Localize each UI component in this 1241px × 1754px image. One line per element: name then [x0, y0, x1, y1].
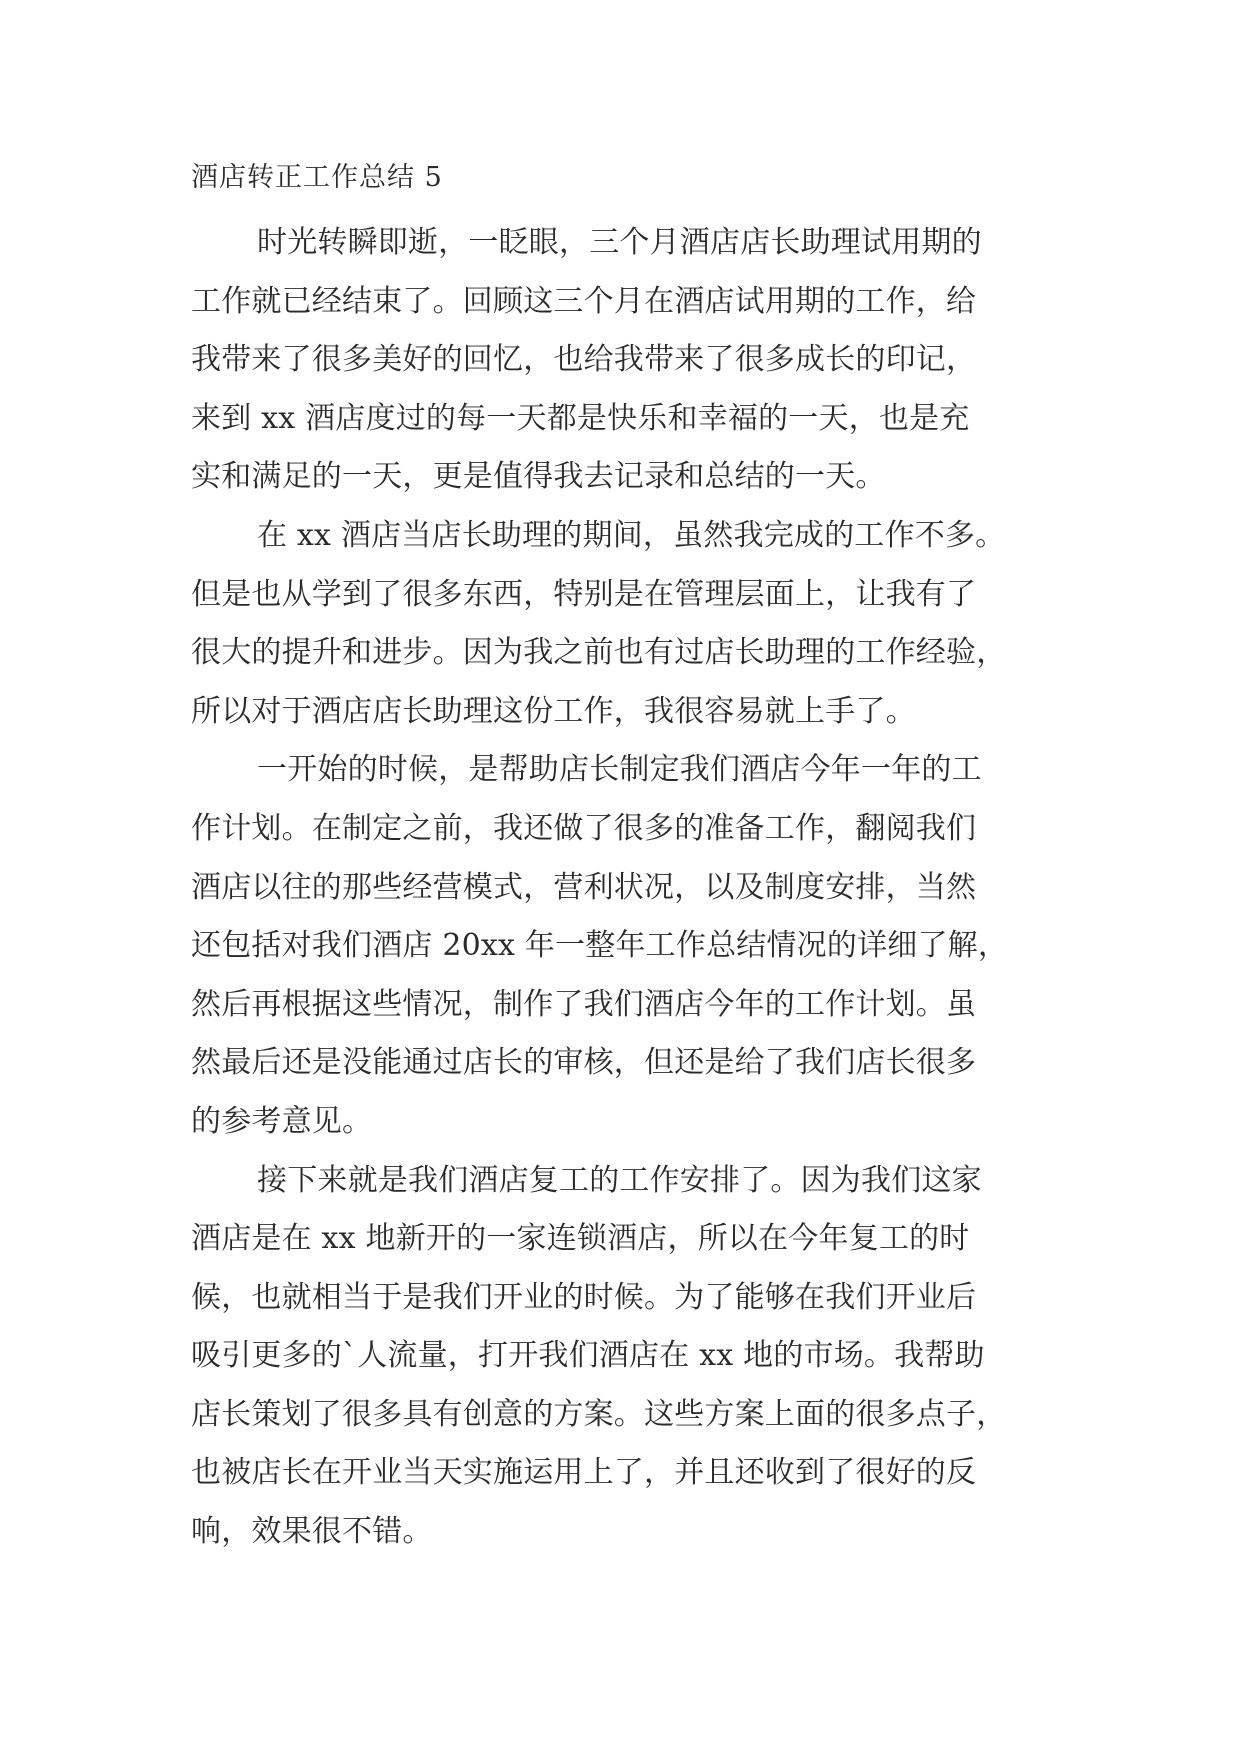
text-line: 然后再根据这些情况，制作了我们酒店今年的工作计划。虽	[191, 986, 977, 1022]
document-body	[191, 160, 1051, 1562]
text-line: 一开始的时候，是帮助店长制定我们酒店今年一年的工	[257, 752, 982, 788]
paragraph-3	[191, 741, 1051, 1151]
text-line: 店长策划了很多具有创意的方案。这些方案上面的很多点子，	[191, 1396, 1007, 1432]
text-line: 实和满足的一天，更是值得我去记录和总结的一天。	[191, 459, 886, 495]
text-line: 所以对于酒店店长助理这份工作，我很容易就上手了。	[191, 693, 916, 729]
text-line: 工作就已经结束了。回顾这三个月在酒店试用期的工作，给	[191, 283, 977, 319]
paragraph-2	[191, 507, 1051, 741]
text-line: 但是也从学到了很多东西，特别是在管理层面上，让我有了	[191, 576, 977, 612]
text-line: 也被店长在开业当天实施运用上了，并且还收到了很好的反	[191, 1455, 977, 1491]
text-line: 很大的提升和进步。因为我之前也有过店长助理的工作经验，	[191, 635, 1007, 671]
text-line: 酒店是在 xx 地新开的一家连锁酒店，所以在今年复工的时	[191, 1221, 970, 1257]
text-line: 接下来就是我们酒店复工的工作安排了。因为我们这家	[257, 1162, 982, 1198]
paragraph-1	[191, 214, 1051, 507]
text-line: 来到 xx 酒店度过的每一天都是快乐和幸福的一天，也是充	[191, 400, 970, 436]
text-line: 候，也就相当于是我们开业的时候。为了能够在我们开业后	[191, 1279, 977, 1315]
text-line: 时光转瞬即逝，一眨眼，三个月酒店店长助理试用期的	[257, 225, 982, 260]
paragraph-4	[191, 1152, 1051, 1562]
text-line: 的参考意见。	[191, 1103, 373, 1139]
text-line: 酒店以往的那些经营模式，营利状况，以及制度安排，当然	[191, 869, 977, 905]
text-line: 作计划。在制定之前，我还做了很多的准备工作，翻阅我们	[191, 810, 977, 846]
text-line: 然最后还是没能通过店长的审核，但还是给了我们店长很多	[191, 1045, 977, 1081]
text-line: 吸引更多的`人流量，打开我们酒店在 xx 地的市场。我帮助	[191, 1338, 985, 1374]
text-line: 我带来了很多美好的回忆，也给我带来了很多成长的印记，	[191, 342, 977, 378]
text-line: 在 xx 酒店当店长助理的期间，虽然我完成的工作不多。	[257, 517, 1006, 553]
text-line: 响，效果很不错。	[191, 1514, 433, 1550]
document-title: 酒店转正工作总结 5	[191, 162, 443, 193]
text-line: 还包括对我们酒店 20xx 年一整年工作总结情况的详细了解，	[191, 928, 1009, 964]
